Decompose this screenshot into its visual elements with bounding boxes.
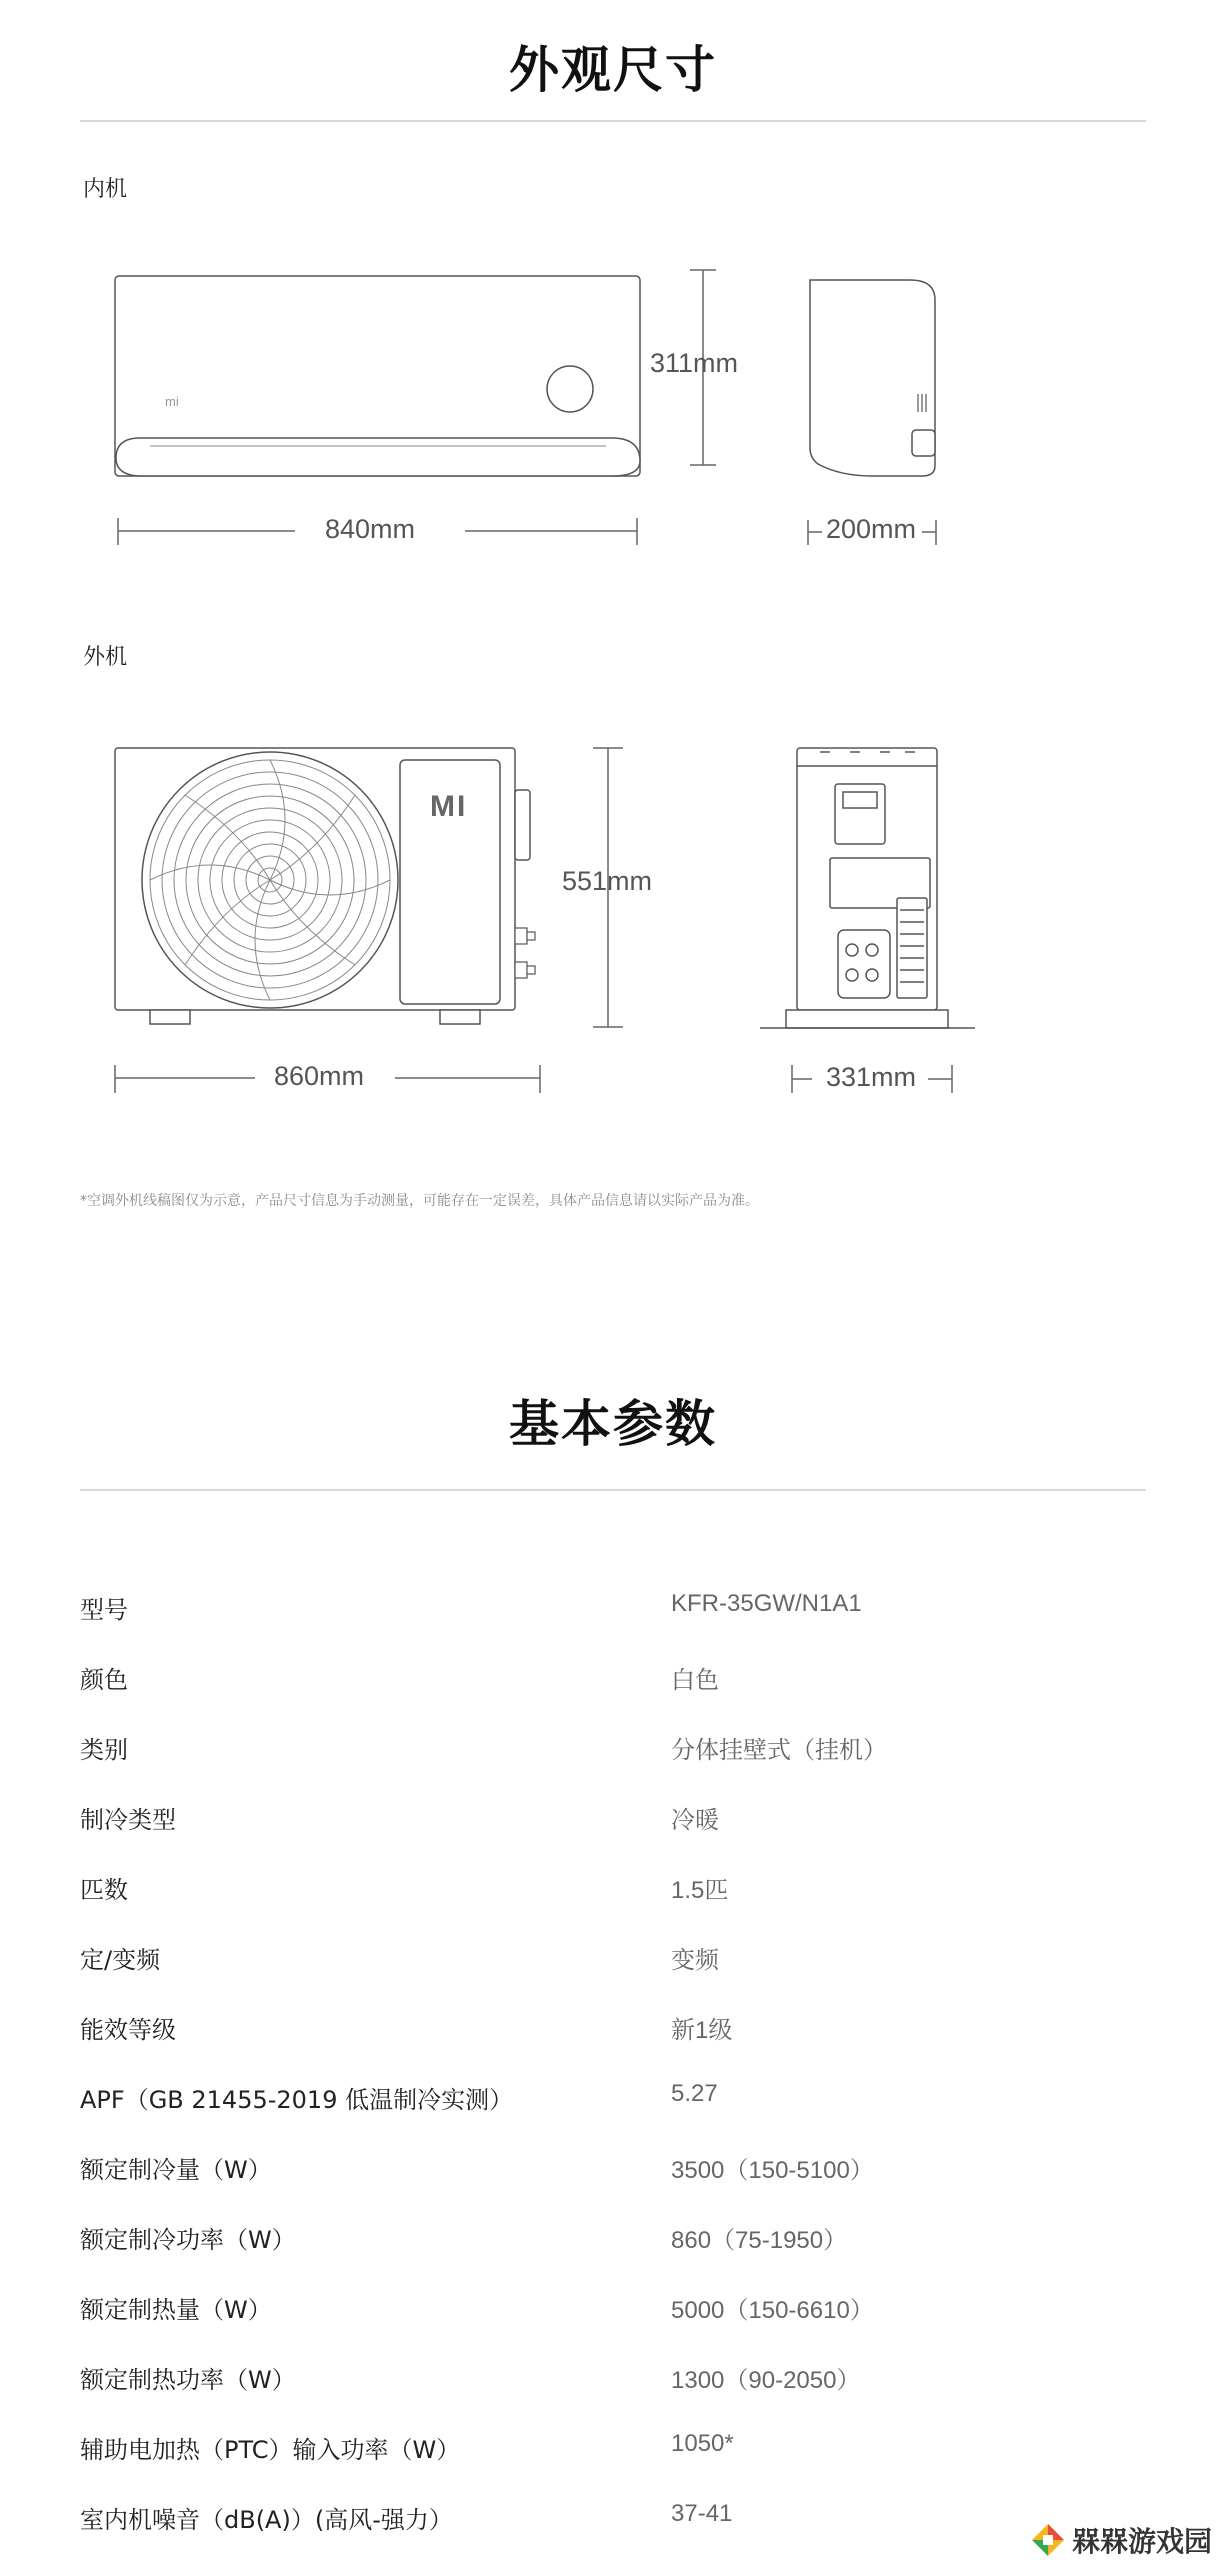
param-row [80, 1870, 1146, 1910]
param-row [80, 2080, 1146, 2120]
outdoor-unit-label: 外机 [83, 645, 128, 670]
param-key: 辅助电加热（PTC）输入功率（W） [80, 2436, 461, 2464]
param-value: 变频 [671, 1947, 719, 1974]
param-key: 额定制冷量（W） [80, 2156, 272, 2184]
outdoor-height-value: 551mm [562, 866, 653, 896]
param-value: 1300（90-2050） [671, 2367, 861, 2394]
param-row [80, 2500, 1146, 2540]
param-value: 1050* [671, 2430, 734, 2457]
param-key: 能效等级 [80, 2016, 176, 2044]
param-row [80, 2220, 1146, 2260]
indoor-height-value: 311mm [650, 348, 739, 378]
outdoor-unit-front [115, 748, 530, 1024]
param-row [80, 1800, 1146, 1840]
param-key: 匹数 [80, 1876, 128, 1904]
param-row [80, 2010, 1146, 2050]
param-key: 颜色 [80, 1666, 128, 1694]
param-value: KFR-35GW/N1A1 [671, 1590, 862, 1617]
disclaimer-note: *空调外机线稿图仅为示意，产品尺寸信息为手动测量，可能存在一定误差，具体产品信息请以实际产品为准。 [80, 1193, 759, 1209]
param-value: 5.27 [671, 2080, 718, 2107]
indoor-width-value: 840mm [325, 514, 416, 544]
watermark-logo-icon [1030, 2522, 1066, 2558]
params-divider [80, 1489, 1146, 1491]
indoor-mi-logo: mi [165, 394, 179, 409]
indoor-unit-label: 内机 [83, 177, 128, 202]
param-row [80, 1730, 1146, 1770]
outdoor-width-value: 860mm [274, 1061, 365, 1091]
indoor-unit-front [115, 276, 640, 476]
param-value: 3500（150-5100） [671, 2157, 874, 2184]
param-key: 额定制热量（W） [80, 2296, 272, 2324]
indoor-depth-value: 200mm [826, 514, 917, 544]
param-value: 分体挂壁式（挂机） [671, 1737, 887, 1764]
fan-grille [150, 760, 390, 1000]
param-value: 冷暖 [671, 1807, 719, 1834]
param-row [80, 1660, 1146, 1700]
param-value: 5000（150-6610） [671, 2297, 874, 2324]
param-value: 860（75-1950） [671, 2227, 848, 2254]
param-key: APF（GB 21455-2019 低温制冷实测） [80, 2086, 514, 2114]
param-value: 新1级 [671, 2017, 733, 2044]
param-key: 定/变频 [80, 1946, 161, 1974]
param-row [80, 1590, 1146, 1630]
outdoor-mi-logo: MI [430, 790, 468, 823]
param-value: 37-41 [671, 2500, 733, 2527]
section-title-parameters: 基本参数 [509, 1395, 717, 1453]
param-value: 白色 [671, 1667, 719, 1694]
section-title-dimensions: 外观尺寸 [509, 41, 717, 99]
param-row [80, 2290, 1146, 2330]
param-row [80, 1940, 1146, 1980]
param-key: 类别 [80, 1736, 128, 1764]
param-key: 额定制热功率（W） [80, 2366, 296, 2394]
outdoor-unit-side [760, 748, 975, 1028]
param-key: 额定制冷功率（W） [80, 2226, 296, 2254]
watermark-text: 槑槑游戏园 [1071, 2525, 1212, 2558]
param-key: 制冷类型 [80, 1806, 176, 1834]
watermark [1030, 2520, 1212, 2560]
param-row [80, 2150, 1146, 2190]
param-row [80, 2360, 1146, 2400]
param-value: 1.5匹 [671, 1877, 729, 1904]
indoor-unit-side [810, 280, 935, 476]
outdoor-depth-value: 331mm [826, 1062, 917, 1092]
param-row [80, 2430, 1146, 2470]
outdoor-valves [515, 928, 535, 978]
param-key: 室内机噪音（dB(A)）(高风-强力） [80, 2506, 453, 2534]
param-key: 型号 [80, 1596, 128, 1624]
